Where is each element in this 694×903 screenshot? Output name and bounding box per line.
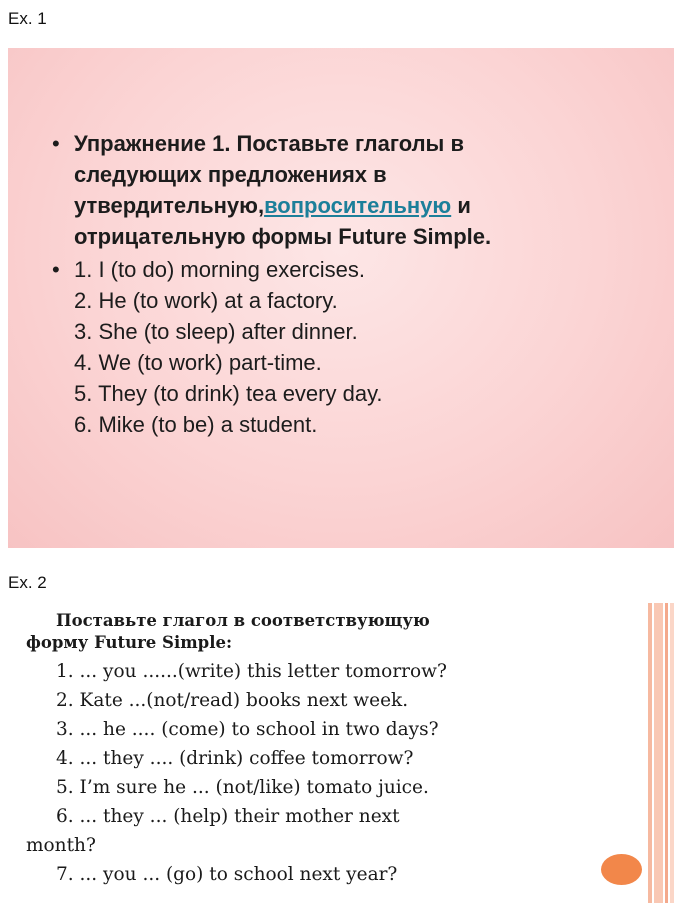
decorative-stripes	[648, 603, 674, 903]
exercise-1-slide	[8, 48, 674, 548]
orange-oval-decoration	[601, 854, 642, 885]
sentence-item: 5. They (to drink) tea every day.	[74, 381, 383, 406]
heading-line-1: Упражнение 1. Поставьте глаголы в	[74, 131, 464, 156]
bullet-icon: •	[52, 257, 60, 282]
exercise-2-content	[26, 610, 646, 889]
exercise-line: 1. ... you ......(write) this letter tomorrow?	[56, 661, 447, 682]
sentence-item: 3. She (to sleep) after dinner.	[74, 319, 358, 344]
stripe	[665, 603, 668, 903]
exercise-2-label: Ex. 2	[8, 573, 47, 592]
exercise-2-title	[26, 610, 646, 654]
exercise-line: 2. Kate ...(not/read) books next week.	[56, 690, 409, 711]
heading-line-3	[74, 190, 652, 221]
stripe	[670, 603, 674, 903]
stripe	[654, 603, 663, 903]
exercise-1-label: Ex. 1	[8, 9, 47, 28]
heading-text-and: и	[451, 193, 471, 218]
exercise-line: 4. ... they .... (drink) coffee tomorrow?	[56, 748, 414, 769]
heading-line-4: отрицательную формы Future Simple.	[74, 224, 492, 249]
exercise-line: 7. ... you ... (go) to school next year?	[56, 864, 398, 885]
bullet-icon: •	[52, 131, 60, 156]
exercise-line: 6. ... they ... (help) their mother next	[56, 806, 400, 827]
title-line-2: форму Future Simple:	[26, 633, 233, 652]
exercise-line-continuation: month?	[26, 835, 96, 856]
sentence-item: 1. I (to do) morning exercises.	[74, 257, 366, 282]
sentence-item: 4. We (to work) part-time.	[74, 350, 322, 375]
heading-text-affirmative: утвердительную,	[74, 193, 265, 218]
title-line-1: Поставьте глагол в соответствующую	[56, 611, 430, 630]
exercise-line: 5. I’m sure he ... (not/like) tomato juice.	[56, 777, 429, 798]
heading-line-2: следующих предложениях в	[74, 162, 387, 187]
exercise-line: 3. ... he .... (come) to school in two days?	[56, 719, 439, 740]
exercise-1-sentences	[52, 254, 652, 440]
exercise-1-heading	[74, 128, 652, 252]
sentence-item: 2. He (to work) at a factory.	[74, 288, 338, 313]
exercise-1-content	[52, 128, 652, 440]
exercise-2-slide	[22, 603, 674, 903]
stripe	[648, 603, 652, 903]
heading-link-interrogative[interactable]: вопросительную	[264, 193, 452, 218]
exercise-1-instruction	[52, 128, 652, 252]
sentence-item: 6. Mike (to be) a student.	[74, 412, 318, 437]
